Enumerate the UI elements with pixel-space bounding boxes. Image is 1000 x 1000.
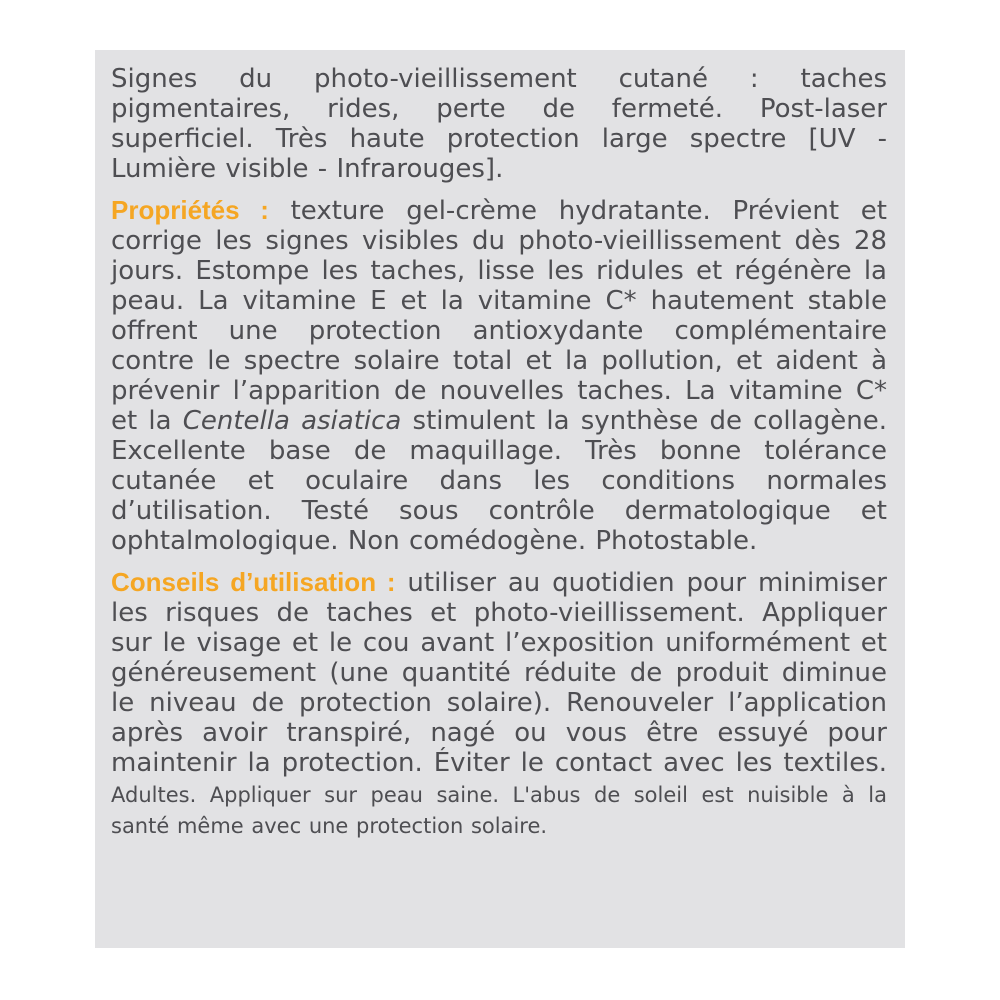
intro-paragraph [111,64,887,184]
label-panel [95,50,905,948]
properties-italic-term: Centella asiatica [182,406,402,436]
properties-paragraph [111,195,887,556]
properties-text-1: texture gel-crème hydratante. Prévient et corrige les signes visibles du photo-vieillissement dès 28 jours. Estompe les taches, lisse les ridules et régénère la peau. La vitamine E et la vitamine C* hautement stable offrent une protection antioxydante complémentaire contre le spectre solaire total et la pollution, et aident à prévenir l’apparition de nouvelles taches. La vitamine C* et la [111,196,887,436]
usage-small-text: Adultes. Appliquer sur peau saine. L'abus de soleil est nuisible à la santé même avec une protection solaire. [111,783,887,838]
usage-heading: Conseils d’utilisation : [111,567,396,597]
intro-text: Signes du photo-vieillissement cutané : taches pigmentaires, rides, perte de fermeté. Post-laser superficiel. Très haute protection large spectre [UV - Lumière visible - Infrarouges]. [111,64,887,184]
properties-heading: Propriétés : [111,195,269,225]
usage-text: utiliser au quotidien pour minimiser les risques de taches et photo-vieillissement. Appliquer sur le visage et le cou avant l’exposition uniformément et généreusement (une quantité réduite de produit diminue le niveau de protection solaire). Renouveler l’application après avoir transpiré, nagé ou vous être essuyé pour maintenir la protection. Éviter le contact avec les textiles. [111,568,887,778]
usage-paragraph [111,567,887,841]
properties-text-2: stimulent la synthèse de collagène. Excellente base de maquillage. Très bonne tolérance cutanée et oculaire dans les conditions normales d’utilisation. Testé sous contrôle dermatologique et ophtalmologique. Non comédogène. Photostable. [111,406,887,556]
